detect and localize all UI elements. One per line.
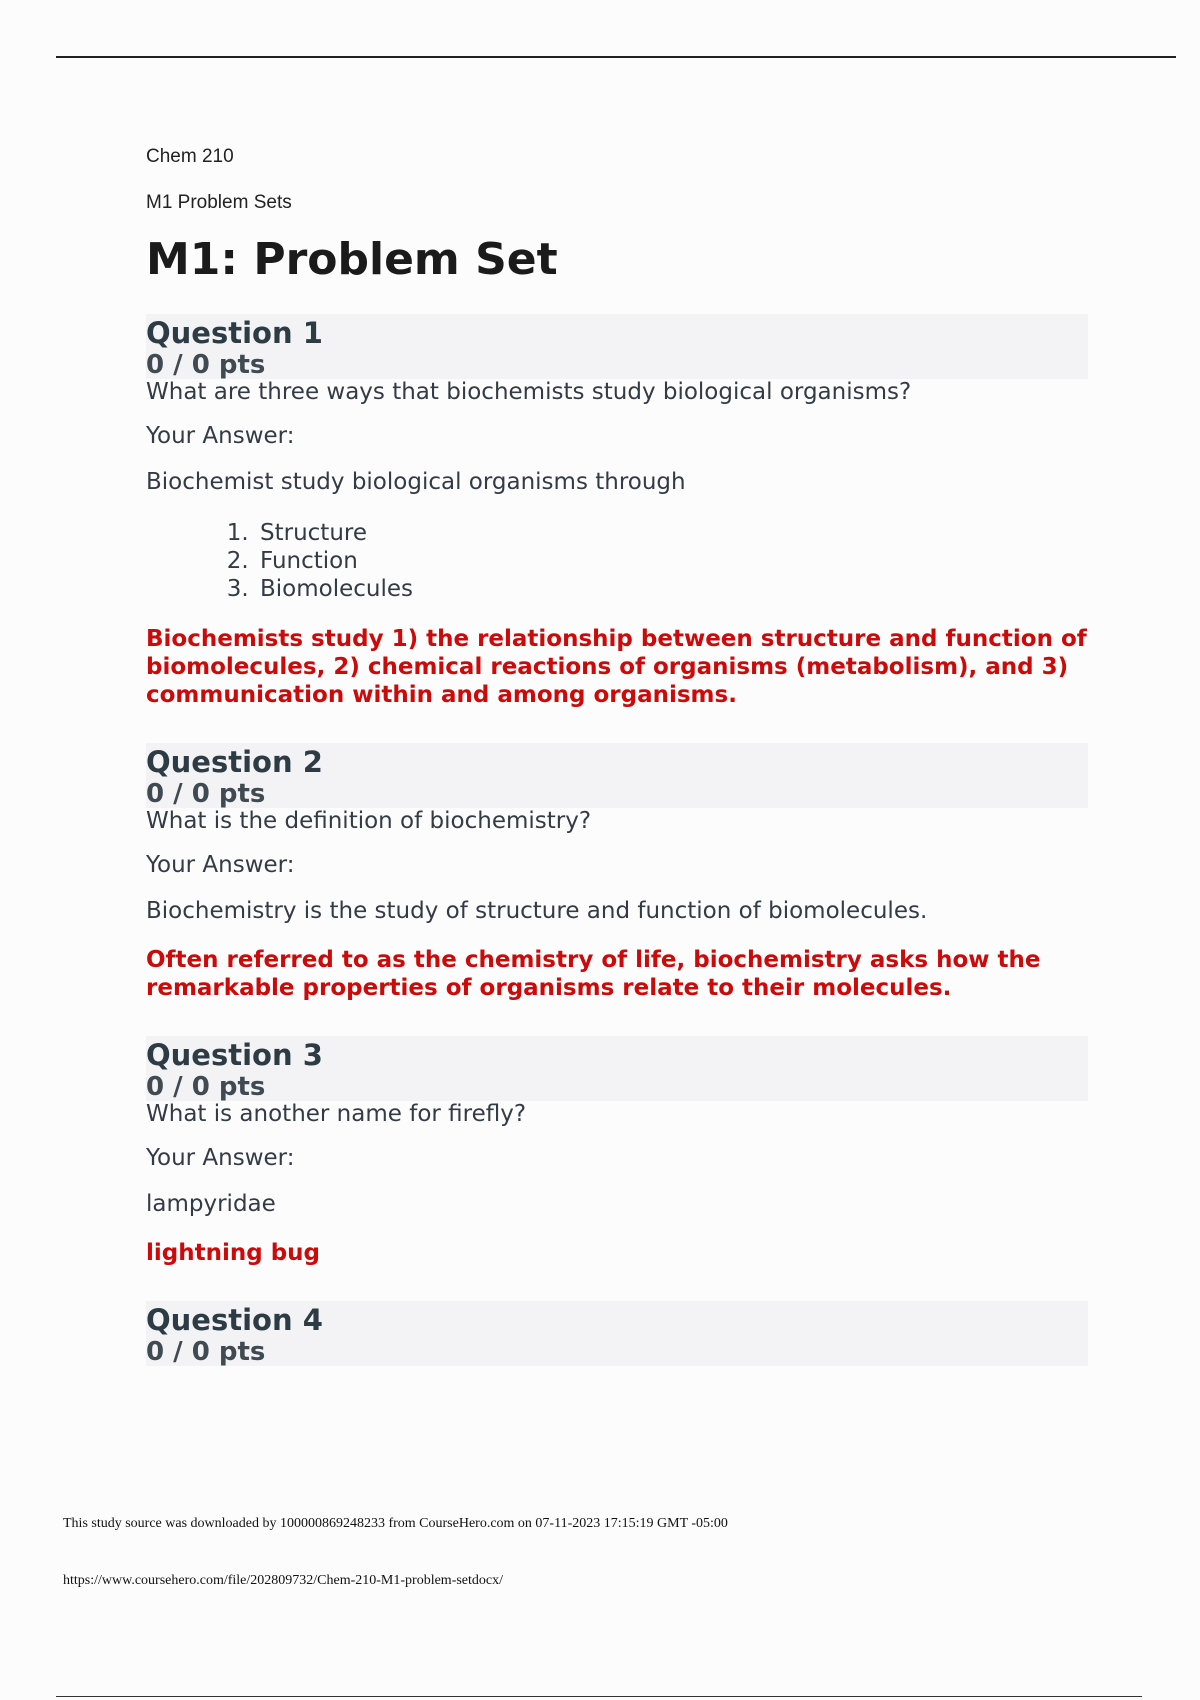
question-header: [146, 743, 1088, 808]
top-divider: [56, 56, 1176, 58]
question-prompt: What are three ways that biochemists study biological organisms?: [146, 379, 912, 405]
question-header: [146, 1301, 1088, 1366]
list-item: 1. Structure: [256, 519, 1088, 547]
correct-answer: Biochemists study 1) the relationship between structure and function of biomolecules, 2) chemical reactions of organisms (metabolism), and 3) communication within and among organisms.: [146, 626, 1087, 708]
answer-list: [146, 519, 1088, 603]
question-2: [146, 743, 1088, 1002]
question-title: Question 1: [146, 316, 323, 350]
your-answer: Biochemistry is the study of structure and function of biomolecules.: [146, 898, 928, 924]
question-points: 0 / 0 pts: [146, 779, 266, 809]
question-header: [146, 1036, 1088, 1101]
source-url[interactable]: https://www.coursehero.com/file/202809732/Chem-210-M1-problem-setdocx/: [63, 1573, 504, 1588]
your-answer: Biochemist study biological organisms through: [146, 469, 686, 495]
module-name: M1 Problem Sets: [146, 192, 292, 213]
question-points: 0 / 0 pts: [146, 1072, 266, 1102]
list-item: 2. Function: [256, 547, 1088, 575]
question-3: [146, 1036, 1088, 1267]
bottom-divider: [56, 1696, 1142, 1697]
your-answer-label: Your Answer:: [146, 423, 295, 449]
question-header: [146, 314, 1088, 379]
document-body: [146, 144, 1088, 1400]
your-answer: lampyridae: [146, 1191, 276, 1217]
correct-answer: Often referred to as the chemistry of life, biochemistry asks how the remarkable properties of organisms relate to their molecules.: [146, 947, 1041, 1001]
question-title: Question 4: [146, 1303, 323, 1337]
your-answer-label: Your Answer:: [146, 852, 295, 878]
question-points: 0 / 0 pts: [146, 350, 266, 380]
question-title: Question 2: [146, 745, 323, 779]
course-name: Chem 210: [146, 146, 234, 167]
source-note: This study source was downloaded by 100000869248233 from CourseHero.com on 07-11-2023 17:15:19 GMT -05:00: [63, 1516, 728, 1531]
your-answer-label: Your Answer:: [146, 1145, 295, 1171]
question-prompt: What is another name for firefly?: [146, 1101, 527, 1127]
correct-answer: lightning bug: [146, 1240, 321, 1266]
question-title: Question 3: [146, 1038, 323, 1072]
question-4: [146, 1301, 1088, 1366]
question-points: 0 / 0 pts: [146, 1337, 266, 1367]
question-1: [146, 314, 1088, 709]
question-prompt: What is the definition of biochemistry?: [146, 808, 592, 834]
page-title: M1: Problem Set: [146, 234, 558, 285]
list-item: 3. Biomolecules: [256, 575, 1088, 603]
